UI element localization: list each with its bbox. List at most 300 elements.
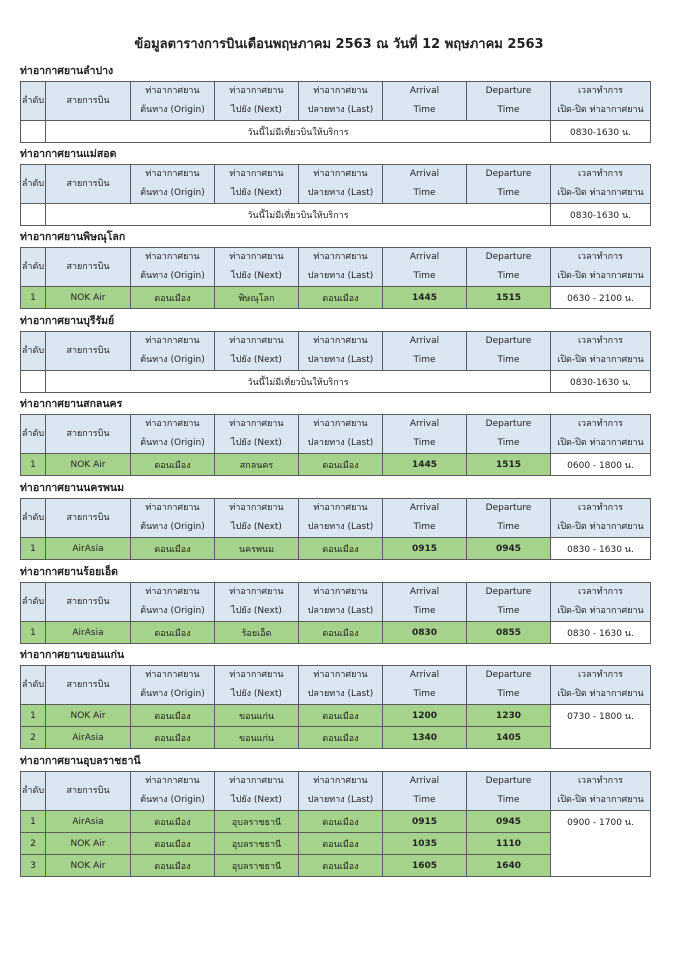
airline-cell: AirAsia — [46, 538, 131, 560]
airport-section-title: ท่าอากาศยานลำปาง — [20, 65, 114, 77]
column-header-sublabel: Time — [413, 188, 436, 198]
column-header — [215, 165, 299, 204]
column-header — [383, 165, 467, 204]
airline-cell: NOK Air — [46, 287, 131, 309]
column-header-sublabel: Time — [497, 689, 520, 699]
column-header — [215, 332, 299, 371]
table-row — [21, 538, 651, 560]
column-header-sublabel: เปิด-ปิด ท่าอากาศยาน — [557, 105, 644, 115]
column-header-label: Arrival — [409, 86, 440, 96]
last-cell: ดอนเมือง — [299, 705, 383, 727]
column-header-label: Arrival — [409, 169, 440, 179]
column-header-label: ท่าอากาศยาน — [145, 670, 200, 680]
no-flight-message: วันนี้ไม่มีเที่ยวบินให้บริการ — [46, 371, 551, 393]
column-header-sublabel: ต้นทาง (Origin) — [140, 689, 205, 699]
column-header-label: ท่าอากาศยาน — [229, 86, 284, 96]
airline-cell: NOK Air — [46, 454, 131, 476]
column-header — [467, 583, 551, 622]
airport-section-title: ท่าอากาศยานสกลนคร — [20, 398, 123, 410]
column-header-label: Arrival — [409, 587, 440, 597]
column-header — [467, 666, 551, 705]
column-header — [299, 415, 383, 454]
column-header-sublabel: ปลายทาง (Last) — [307, 188, 374, 198]
column-header-label: ท่าอากาศยาน — [313, 169, 368, 179]
column-header-label: ลำดับ — [21, 679, 45, 690]
column-header-label: Arrival — [409, 776, 440, 786]
column-header-label: ท่าอากาศยาน — [145, 776, 200, 786]
no-flight-message: วันนี้ไม่มีเที่ยวบินให้บริการ — [46, 204, 551, 226]
column-header-label: สายการบิน — [66, 785, 110, 796]
column-header-label: สายการบิน — [66, 512, 110, 523]
operating-hours: 0900 - 1700 น. — [551, 811, 651, 877]
seq-cell: 1 — [21, 622, 46, 644]
table-row — [21, 371, 651, 393]
column-header — [467, 499, 551, 538]
column-header-label: ลำดับ — [21, 428, 45, 439]
airport-section-title: ท่าอากาศยานอุบลราชธานี — [20, 755, 141, 767]
column-header-label: ท่าอากาศยาน — [229, 503, 284, 513]
column-header — [21, 583, 46, 622]
column-header-label: ท่าอากาศยาน — [145, 336, 200, 346]
column-header-label: สายการบิน — [66, 178, 110, 189]
column-header-sublabel: ต้นทาง (Origin) — [140, 606, 205, 616]
operating-hours: 0830-1630 น. — [551, 371, 651, 393]
origin-cell: ดอนเมือง — [131, 855, 215, 877]
column-header — [551, 332, 651, 371]
column-header-label: Departure — [485, 776, 532, 786]
column-header-label: ท่าอากาศยาน — [145, 169, 200, 179]
column-header-sublabel: Time — [413, 105, 436, 115]
column-header-label: ลำดับ — [21, 785, 45, 796]
column-header-label: ท่าอากาศยาน — [229, 252, 284, 262]
column-header-label: Departure — [485, 670, 532, 680]
arrival-time-cell: 1035 — [383, 833, 467, 855]
column-header — [21, 82, 46, 121]
column-header — [383, 82, 467, 121]
column-header-sublabel: ไปยัง (Next) — [231, 188, 282, 198]
next-cell: อุบลราชธานี — [215, 811, 299, 833]
column-header-label: ท่าอากาศยาน — [145, 419, 200, 429]
column-header — [467, 415, 551, 454]
column-header-sublabel: เปิด-ปิด ท่าอากาศยาน — [557, 606, 644, 616]
column-header — [131, 248, 215, 287]
column-header-label: เวลาทำการ — [577, 670, 624, 680]
column-header-label: ลำดับ — [21, 345, 45, 356]
column-header — [383, 332, 467, 371]
column-header-label: เวลาทำการ — [577, 169, 624, 179]
column-header — [46, 82, 131, 121]
column-header-label: Arrival — [409, 419, 440, 429]
departure-time-cell: 1230 — [467, 705, 551, 727]
schedule-table — [20, 247, 651, 309]
column-header-sublabel: ไปยัง (Next) — [231, 271, 282, 281]
departure-time-cell: 1640 — [467, 855, 551, 877]
page-title: ข้อมูลตารางการบินเดือนพฤษภาคม 2563 ณ วันที่ 12 พฤษภาคม 2563 — [134, 37, 544, 52]
column-header-label: เวลาทำการ — [577, 587, 624, 597]
column-header-label: Departure — [485, 336, 532, 346]
column-header-label: ท่าอากาศยาน — [229, 169, 284, 179]
column-header — [299, 165, 383, 204]
next-cell: ร้อยเอ็ด — [215, 622, 299, 644]
airport-section-title: ท่าอากาศยานพิษณุโลก — [20, 231, 126, 243]
last-cell: ดอนเมือง — [299, 855, 383, 877]
column-header-label: ลำดับ — [21, 596, 45, 607]
header-row — [21, 772, 651, 811]
table-row — [21, 705, 651, 727]
column-header-sublabel: ไปยัง (Next) — [231, 795, 282, 805]
header-row — [21, 165, 651, 204]
seq-cell — [21, 371, 46, 393]
header-row — [21, 583, 651, 622]
seq-cell: 1 — [21, 538, 46, 560]
column-header-label: ท่าอากาศยาน — [145, 503, 200, 513]
column-header-sublabel: เปิด-ปิด ท่าอากาศยาน — [557, 689, 644, 699]
column-header-sublabel: Time — [413, 606, 436, 616]
origin-cell: ดอนเมือง — [131, 454, 215, 476]
column-header-label: Arrival — [409, 336, 440, 346]
column-header-sublabel: Time — [413, 522, 436, 532]
column-header-label: Departure — [485, 419, 532, 429]
column-header-label: ลำดับ — [21, 178, 45, 189]
next-cell: อุบลราชธานี — [215, 833, 299, 855]
departure-time-cell: 1110 — [467, 833, 551, 855]
column-header-sublabel: Time — [413, 689, 436, 699]
column-header-sublabel: เปิด-ปิด ท่าอากาศยาน — [557, 522, 644, 532]
table-row — [21, 204, 651, 226]
column-header-label: สายการบิน — [66, 428, 110, 439]
column-header-label: ท่าอากาศยาน — [313, 419, 368, 429]
next-cell: สกลนคร — [215, 454, 299, 476]
column-header-sublabel: เปิด-ปิด ท่าอากาศยาน — [557, 438, 644, 448]
column-header — [551, 666, 651, 705]
column-header — [46, 248, 131, 287]
origin-cell: ดอนเมือง — [131, 538, 215, 560]
column-header-sublabel: เปิด-ปิด ท่าอากาศยาน — [557, 271, 644, 281]
column-header — [467, 332, 551, 371]
column-header — [299, 248, 383, 287]
column-header-sublabel: ไปยัง (Next) — [231, 355, 282, 365]
column-header — [46, 415, 131, 454]
column-header-sublabel: ต้นทาง (Origin) — [140, 795, 205, 805]
airline-cell: AirAsia — [46, 622, 131, 644]
column-header-label: ลำดับ — [21, 512, 45, 523]
column-header — [46, 499, 131, 538]
column-header — [131, 415, 215, 454]
airline-cell: AirAsia — [46, 811, 131, 833]
column-header — [551, 415, 651, 454]
column-header — [551, 82, 651, 121]
seq-cell: 2 — [21, 727, 46, 749]
column-header-label: ท่าอากาศยาน — [145, 587, 200, 597]
airport-section-title: ท่าอากาศยานขอนแก่น — [20, 649, 125, 661]
column-header-sublabel: เปิด-ปิด ท่าอากาศยาน — [557, 188, 644, 198]
column-header — [21, 772, 46, 811]
column-header — [299, 332, 383, 371]
schedule-table — [20, 665, 651, 749]
column-header — [467, 82, 551, 121]
column-header-label: เวลาทำการ — [577, 252, 624, 262]
column-header-label: เวลาทำการ — [577, 503, 624, 513]
origin-cell: ดอนเมือง — [131, 811, 215, 833]
column-header-label: ท่าอากาศยาน — [313, 503, 368, 513]
seq-cell — [21, 121, 46, 143]
column-header — [131, 583, 215, 622]
schedule-table — [20, 582, 651, 644]
column-header — [383, 248, 467, 287]
column-header-label: Departure — [485, 169, 532, 179]
table-row — [21, 121, 651, 143]
column-header-sublabel: Time — [497, 606, 520, 616]
column-header-label: ท่าอากาศยาน — [229, 419, 284, 429]
column-header-sublabel: Time — [497, 271, 520, 281]
column-header — [21, 499, 46, 538]
column-header — [383, 772, 467, 811]
arrival-time-cell: 0915 — [383, 811, 467, 833]
column-header — [46, 583, 131, 622]
departure-time-cell: 1405 — [467, 727, 551, 749]
airport-section-title: ท่าอากาศยานแม่สอด — [20, 148, 117, 160]
column-header-sublabel: ปลายทาง (Last) — [307, 438, 374, 448]
column-header-label: Arrival — [409, 503, 440, 513]
column-header-label: ท่าอากาศยาน — [229, 776, 284, 786]
column-header-sublabel: ต้นทาง (Origin) — [140, 271, 205, 281]
column-header — [383, 499, 467, 538]
column-header-label: ท่าอากาศยาน — [145, 252, 200, 262]
airport-section-title: ท่าอากาศยานบุรีรัมย์ — [20, 315, 115, 327]
last-cell: ดอนเมือง — [299, 538, 383, 560]
column-header — [383, 666, 467, 705]
next-cell: ขอนแก่น — [215, 705, 299, 727]
column-header — [21, 248, 46, 287]
column-header-sublabel: ปลายทาง (Last) — [307, 522, 374, 532]
arrival-time-cell: 1200 — [383, 705, 467, 727]
no-flight-message: วันนี้ไม่มีเที่ยวบินให้บริการ — [46, 121, 551, 143]
airport-section-title: ท่าอากาศยานร้อยเอ็ด — [20, 566, 118, 578]
column-header — [46, 165, 131, 204]
origin-cell: ดอนเมือง — [131, 833, 215, 855]
operating-hours: 0830-1630 น. — [551, 121, 651, 143]
departure-time-cell: 0945 — [467, 811, 551, 833]
column-header — [215, 415, 299, 454]
column-header — [551, 165, 651, 204]
column-header — [551, 499, 651, 538]
column-header-sublabel: Time — [497, 355, 520, 365]
operating-hours: 0830 - 1630 น. — [551, 622, 651, 644]
seq-cell: 1 — [21, 705, 46, 727]
next-cell: พิษณุโลก — [215, 287, 299, 309]
arrival-time-cell: 0915 — [383, 538, 467, 560]
column-header-label: ท่าอากาศยาน — [313, 670, 368, 680]
column-header — [215, 248, 299, 287]
table-row — [21, 287, 651, 309]
column-header-label: เวลาทำการ — [577, 419, 624, 429]
column-header — [21, 666, 46, 705]
column-header-label: Departure — [485, 503, 532, 513]
column-header — [21, 332, 46, 371]
seq-cell — [21, 204, 46, 226]
column-header-sublabel: ต้นทาง (Origin) — [140, 438, 205, 448]
column-header — [131, 772, 215, 811]
table-row — [21, 622, 651, 644]
origin-cell: ดอนเมือง — [131, 287, 215, 309]
column-header — [215, 499, 299, 538]
column-header — [46, 772, 131, 811]
arrival-time-cell: 1445 — [383, 287, 467, 309]
column-header-sublabel: Time — [413, 438, 436, 448]
column-header — [467, 165, 551, 204]
column-header — [467, 248, 551, 287]
next-cell: อุบลราชธานี — [215, 855, 299, 877]
airline-cell: NOK Air — [46, 705, 131, 727]
departure-time-cell: 1515 — [467, 454, 551, 476]
column-header — [215, 583, 299, 622]
column-header-label: ท่าอากาศยาน — [313, 252, 368, 262]
column-header-sublabel: ปลายทาง (Last) — [307, 606, 374, 616]
departure-time-cell: 1515 — [467, 287, 551, 309]
column-header-label: เวลาทำการ — [577, 86, 624, 96]
column-header — [21, 165, 46, 204]
column-header — [215, 666, 299, 705]
last-cell: ดอนเมือง — [299, 454, 383, 476]
seq-cell: 1 — [21, 287, 46, 309]
column-header-label: สายการบิน — [66, 596, 110, 607]
airline-cell: NOK Air — [46, 855, 131, 877]
column-header-label: Departure — [485, 252, 532, 262]
column-header-label: สายการบิน — [66, 679, 110, 690]
seq-cell: 1 — [21, 454, 46, 476]
column-header — [131, 82, 215, 121]
column-header-label: ลำดับ — [21, 261, 45, 272]
next-cell: นครพนม — [215, 538, 299, 560]
column-header — [551, 772, 651, 811]
column-header — [299, 583, 383, 622]
column-header — [299, 82, 383, 121]
column-header-sublabel: ปลายทาง (Last) — [307, 795, 374, 805]
column-header-sublabel: ไปยัง (Next) — [231, 522, 282, 532]
operating-hours: 0830 - 1630 น. — [551, 538, 651, 560]
column-header-sublabel: ต้นทาง (Origin) — [140, 105, 205, 115]
column-header — [215, 82, 299, 121]
seq-cell: 2 — [21, 833, 46, 855]
column-header-label: Arrival — [409, 670, 440, 680]
column-header-sublabel: เปิด-ปิด ท่าอากาศยาน — [557, 795, 644, 805]
operating-hours: 0630 - 2100 น. — [551, 287, 651, 309]
column-header-sublabel: เปิด-ปิด ท่าอากาศยาน — [557, 355, 644, 365]
column-header — [46, 666, 131, 705]
seq-cell: 1 — [21, 811, 46, 833]
column-header-label: Departure — [485, 86, 532, 96]
column-header — [383, 583, 467, 622]
column-header-label: ลำดับ — [21, 95, 45, 106]
operating-hours: 0830-1630 น. — [551, 204, 651, 226]
last-cell: ดอนเมือง — [299, 833, 383, 855]
column-header-label: สายการบิน — [66, 345, 110, 356]
column-header-label: ท่าอากาศยาน — [313, 587, 368, 597]
column-header-label: Arrival — [409, 252, 440, 262]
last-cell: ดอนเมือง — [299, 287, 383, 309]
origin-cell: ดอนเมือง — [131, 622, 215, 644]
column-header-label: สายการบิน — [66, 95, 110, 106]
column-header-label: เวลาทำการ — [577, 776, 624, 786]
column-header-label: สายการบิน — [66, 261, 110, 272]
column-header-sublabel: Time — [497, 795, 520, 805]
departure-time-cell: 0945 — [467, 538, 551, 560]
operating-hours: 0600 - 1800 น. — [551, 454, 651, 476]
column-header — [215, 772, 299, 811]
column-header — [299, 499, 383, 538]
column-header — [551, 583, 651, 622]
arrival-time-cell: 0830 — [383, 622, 467, 644]
column-header-label: ท่าอากาศยาน — [229, 670, 284, 680]
column-header — [383, 415, 467, 454]
schedule-table — [20, 81, 651, 143]
column-header-sublabel: Time — [413, 355, 436, 365]
column-header — [131, 165, 215, 204]
column-header-sublabel: ปลายทาง (Last) — [307, 271, 374, 281]
next-cell: ขอนแก่น — [215, 727, 299, 749]
column-header-sublabel: Time — [497, 105, 520, 115]
origin-cell: ดอนเมือง — [131, 727, 215, 749]
schedule-table — [20, 771, 651, 877]
departure-time-cell: 0855 — [467, 622, 551, 644]
column-header-label: ท่าอากาศยาน — [313, 336, 368, 346]
column-header-sublabel: Time — [413, 271, 436, 281]
column-header — [467, 772, 551, 811]
column-header-label: Departure — [485, 587, 532, 597]
arrival-time-cell: 1605 — [383, 855, 467, 877]
arrival-time-cell: 1340 — [383, 727, 467, 749]
airline-cell: AirAsia — [46, 727, 131, 749]
header-row — [21, 332, 651, 371]
column-header — [299, 772, 383, 811]
column-header-sublabel: ไปยัง (Next) — [231, 105, 282, 115]
column-header-sublabel: ไปยัง (Next) — [231, 689, 282, 699]
column-header-sublabel: Time — [497, 188, 520, 198]
header-row — [21, 666, 651, 705]
table-row — [21, 454, 651, 476]
column-header-label: ท่าอากาศยาน — [145, 86, 200, 96]
column-header-label: ท่าอากาศยาน — [313, 86, 368, 96]
column-header-label: เวลาทำการ — [577, 336, 624, 346]
schedule-table — [20, 498, 651, 560]
last-cell: ดอนเมือง — [299, 622, 383, 644]
schedule-table — [20, 414, 651, 476]
column-header-sublabel: ปลายทาง (Last) — [307, 689, 374, 699]
header-row — [21, 248, 651, 287]
header-row — [21, 499, 651, 538]
column-header-sublabel: ไปยัง (Next) — [231, 606, 282, 616]
column-header-sublabel: ไปยัง (Next) — [231, 438, 282, 448]
arrival-time-cell: 1445 — [383, 454, 467, 476]
column-header — [131, 499, 215, 538]
column-header — [131, 666, 215, 705]
column-header-sublabel: ต้นทาง (Origin) — [140, 188, 205, 198]
column-header-sublabel: ปลายทาง (Last) — [307, 355, 374, 365]
column-header — [551, 248, 651, 287]
schedule-table — [20, 164, 651, 226]
column-header-sublabel: Time — [413, 795, 436, 805]
column-header — [299, 666, 383, 705]
column-header-sublabel: Time — [497, 522, 520, 532]
last-cell: ดอนเมือง — [299, 811, 383, 833]
column-header-sublabel: Time — [497, 438, 520, 448]
seq-cell: 3 — [21, 855, 46, 877]
header-row — [21, 415, 651, 454]
airport-section-title: ท่าอากาศยานนครพนม — [20, 482, 125, 494]
column-header-sublabel: ปลายทาง (Last) — [307, 105, 374, 115]
column-header-label: ท่าอากาศยาน — [313, 776, 368, 786]
table-row — [21, 811, 651, 833]
